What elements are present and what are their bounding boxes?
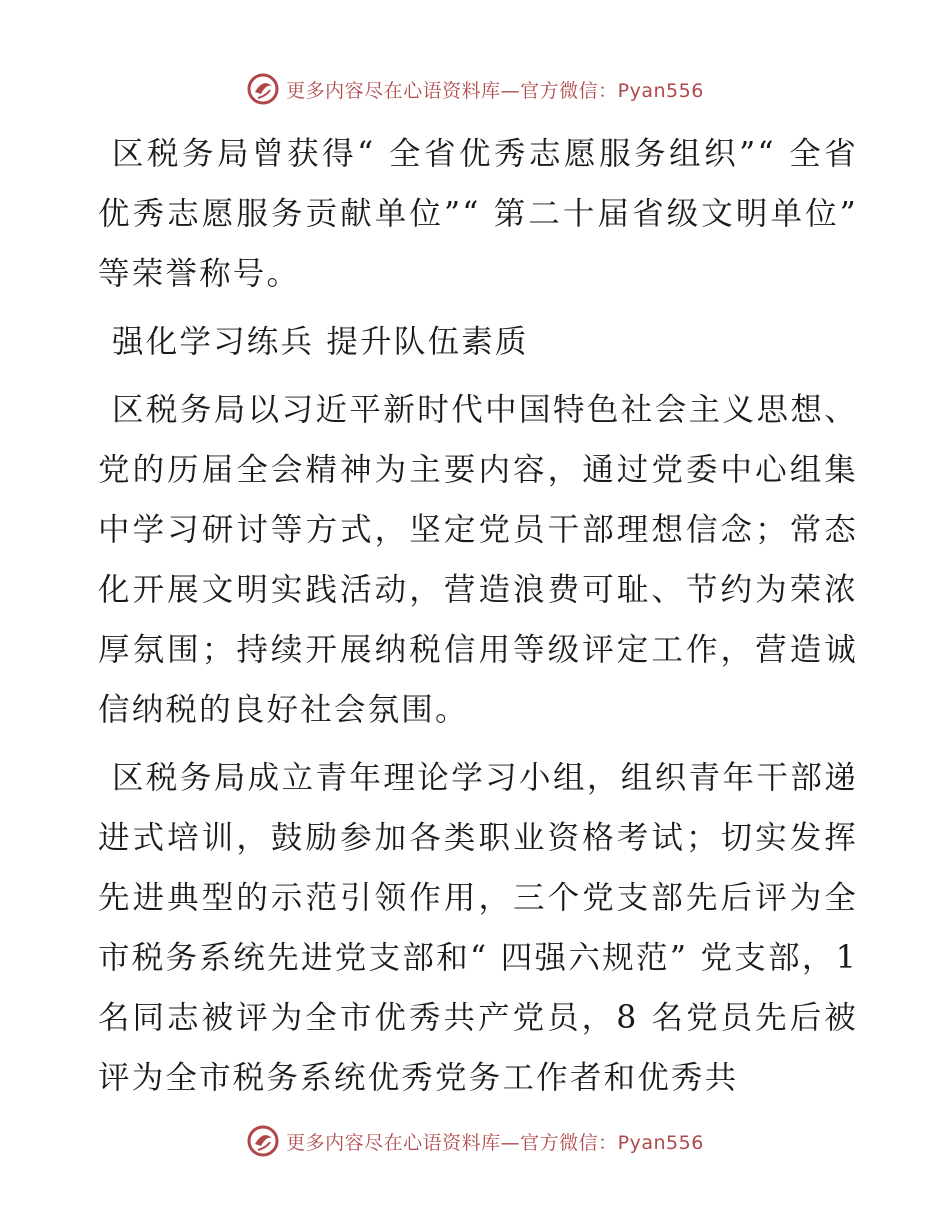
paragraph-text: 区税务局曾获得“ 全省优秀志愿服务组织”“ 全省优秀志愿服务贡献单位”“ 第二十届省级文明单位” 等荣誉称号。 [98, 136, 858, 292]
footer-watermark-banner [0, 1124, 950, 1158]
paragraph-youth-group [98, 748, 858, 1108]
paragraph-text: 区税务局成立青年理论学习小组，组织青年干部递进式培训，鼓励参加各类职业资格考试；切实发挥先进典型的示范引领作用，三个党支部先后评为全市税务系统先进党支部和“ 四强六规范” 党支部，1 名同志被评为全市优秀共产党员，8 名党员先后被评为全市税务系统优秀党务工作者和优秀共 [98, 760, 858, 1096]
heading-text: 强化学习练兵 提升队伍素质 [112, 324, 529, 360]
section-heading [98, 312, 858, 372]
paragraph-honors [98, 124, 858, 304]
paragraph-study [98, 380, 858, 740]
header-watermark-text: 更多内容尽在心语资料库—官方微信：Pyan556 [286, 79, 704, 102]
paragraph-text: 区税务局以习近平新时代中国特色社会主义思想、党的历届全会精神为主要内容，通过党委中心组集中学习研讨等方式，坚定党员干部理想信念；常态化开展文明实践活动，营造浪费可耻、节约为荣浓厚氛围；持续开展纳税信用等级评定工作，营造诚信纳税的良好社会氛围。 [98, 392, 858, 728]
header-watermark-banner [0, 72, 950, 106]
footer-watermark-text: 更多内容尽在心语资料库—官方微信：Pyan556 [286, 1131, 704, 1154]
document-body [98, 124, 858, 1108]
red-swirl-logo-icon [246, 72, 280, 106]
red-swirl-logo-icon [246, 1124, 280, 1158]
